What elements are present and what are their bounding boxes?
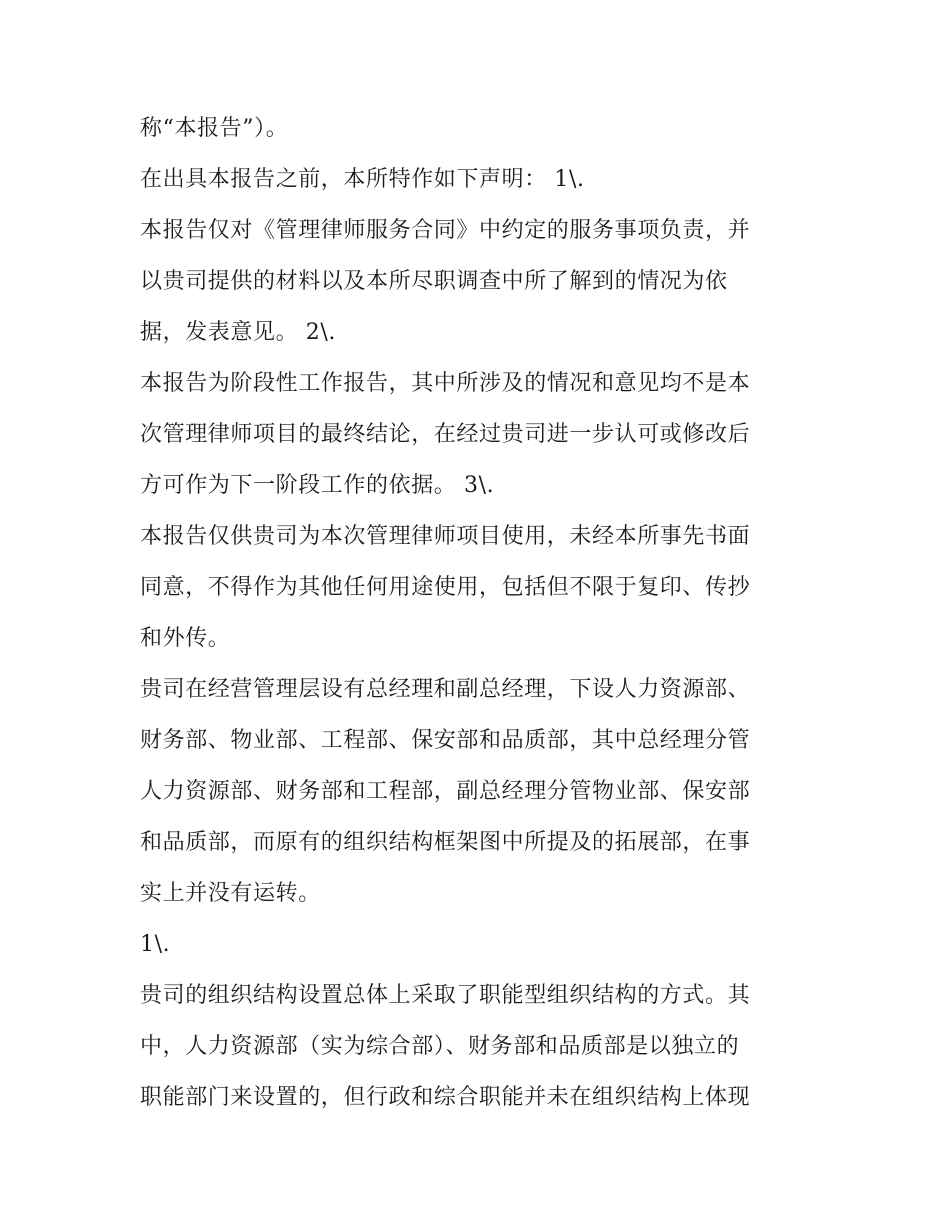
text-line: 本报告仅对《管理律师服务合同》中约定的服务事项负责，并 [140,218,751,243]
text-line: 1\. [140,932,171,957]
document-page [140,103,820,1123]
text-line: 贵司的组织结构设置总体上采取了职能型组织结构的方式。其 [140,983,751,1008]
text-line: 本报告仅供贵司为本次管理律师项目使用，未经本所事先书面 [140,524,751,549]
text-line: 贵司在经营管理层设有总经理和副总经理，下设人力资源部、 [140,677,751,702]
text-line: 人力资源部、财务部和工程部，副总经理分管物业部、保安部 [140,779,751,804]
text-line: 次管理律师项目的最终结论，在经过贵司进一步认可或修改后 [140,422,751,447]
text-line: 本报告为阶段性工作报告，其中所涉及的情况和意见均不是本 [140,371,751,396]
text-line: 称“本报告”）。 [140,116,289,141]
text-line: 以贵司提供的材料以及本所尽职调查中所了解到的情况为依 [140,269,728,294]
text-line: 职能部门来设置的，但行政和综合职能并未在组织结构上体现 [140,1085,751,1110]
text-line: 实上并没有运转。 [140,881,321,906]
text-line: 财务部、物业部、工程部、保安部和品质部，其中总经理分管 [140,728,751,753]
text-line: 据，发表意见。 2\. [140,320,336,345]
text-line: 和品质部，而原有的组织结构框架图中所提及的拓展部，在事 [140,830,751,855]
text-line: 中，人力资源部（实为综合部）、财务部和品质部是以独立的 [140,1034,740,1059]
text-line: 同意，不得作为其他任何用途使用，包括但不限于复印、传抄 [140,575,751,600]
text-line: 在出具本报告之前，本所特作如下声明： 1\. [140,167,585,192]
text-line: 方可作为下一阶段工作的依据。 3\. [140,473,495,498]
text-line: 和外传。 [140,626,231,651]
